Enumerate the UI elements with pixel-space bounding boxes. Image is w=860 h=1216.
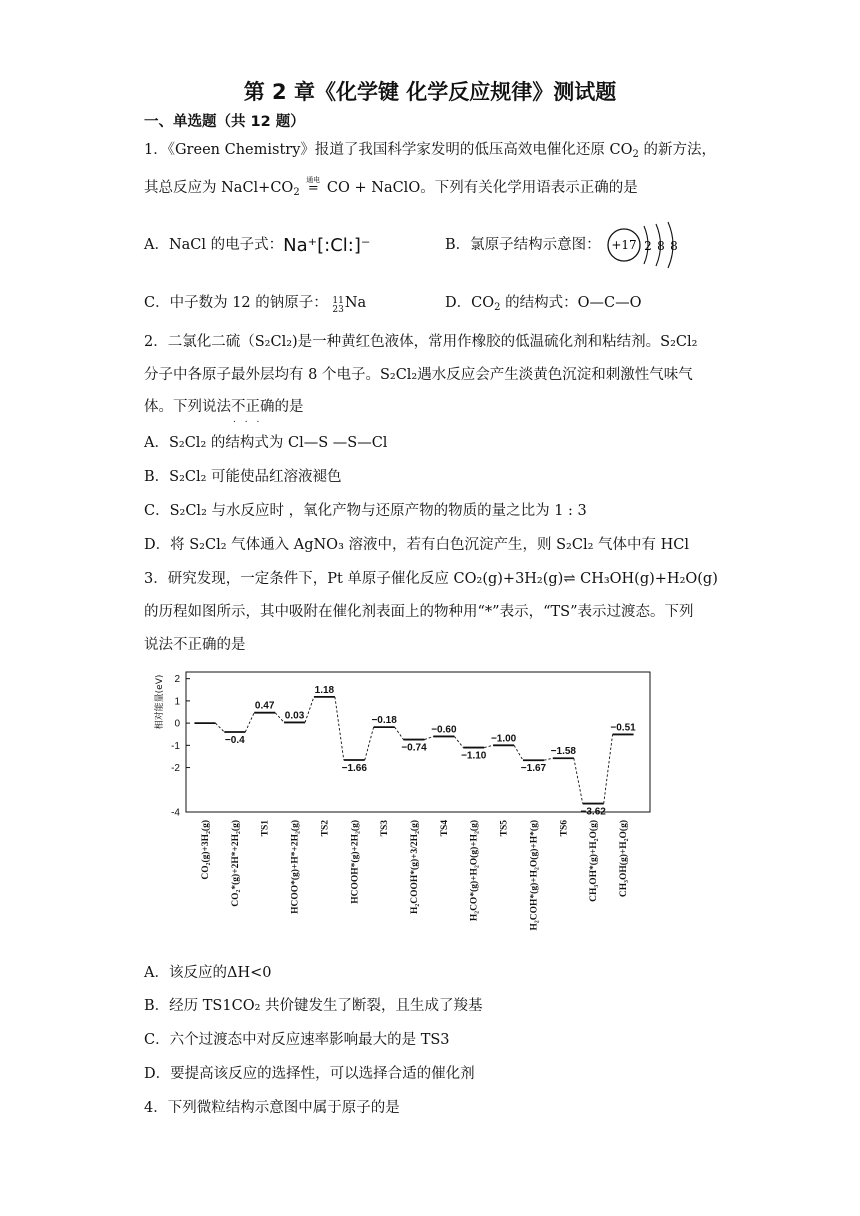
q2-option-c: C．S₂Cl₂ 与水反应时 ，氧化产物与还原产物的物质的量之比为 1 : 3 bbox=[144, 503, 587, 519]
connector-10 bbox=[514, 745, 523, 760]
q3-option-c: C．六个过渡态中对反应速率影响最大的是 TS3 bbox=[144, 1032, 450, 1048]
category-label-13: CH₃OH*(g)+H₂O(g) bbox=[589, 820, 600, 902]
connector-8 bbox=[454, 736, 463, 747]
energy-profile-chart bbox=[140, 664, 660, 954]
category-label-14: CH₃OH(g)+H₂O(g) bbox=[619, 820, 630, 898]
q1-stem-b-sub: 2 bbox=[293, 187, 300, 198]
energy-level-label-14: −0.51 bbox=[610, 722, 636, 734]
category-label-9: H₂CO*(g)+H₂O(g)+H₂(g) bbox=[469, 820, 480, 922]
q3-option-d: D．要提高该反应的选择性，可以选择合适的催化剂 bbox=[144, 1066, 475, 1082]
q1-stem-a: 1．《Green Chemistry》报道了我国科学家发明的低压高效电催化还原 CO bbox=[144, 142, 633, 158]
q1-stem-a-sub: 2 bbox=[632, 149, 639, 160]
q2-option-b: B．S₂Cl₂ 可能使品红溶液褪色 bbox=[144, 469, 342, 485]
q1-stem-b-post: CO + NaClO。下列有关化学用语表示正确的是 bbox=[322, 180, 638, 196]
q1-condition-equals: 通电 = bbox=[304, 178, 322, 199]
energy-level-label-6: −0.18 bbox=[371, 715, 397, 727]
connector-4 bbox=[335, 697, 344, 760]
shell-1-count: 2 bbox=[644, 239, 652, 253]
energy-level-label-10: −1.00 bbox=[490, 733, 517, 745]
energy-level-label-12: −1.58 bbox=[550, 746, 576, 758]
category-label-11: H₂COH*(g)+H₂O(g)+H*(g) bbox=[529, 820, 540, 931]
q2-stem-line3-pre: 体。下列说法 bbox=[144, 399, 231, 415]
q1-stem-line2 bbox=[144, 178, 638, 199]
shell-3-count: 8 bbox=[670, 239, 678, 253]
q3-stem-line3: 说法不正确的是 bbox=[144, 637, 246, 653]
energy-level-label-4: 1.18 bbox=[314, 684, 335, 696]
nacl-electron-formula: Na⁺[:Cl:]⁻ bbox=[283, 235, 371, 256]
category-label-8: TS4 bbox=[439, 820, 450, 837]
energy-level-label-7: −0.74 bbox=[401, 742, 427, 754]
q3-option-a: A．该反应的ΔH<0 bbox=[144, 965, 272, 981]
category-label-0: CO₂(g)+3H₂(g) bbox=[200, 820, 211, 880]
category-label-10: TS5 bbox=[499, 820, 510, 837]
q3-stem-line1: 3．研究发现，一定条件下，Pt 单原子催化反应 CO₂(g)+3H₂(g)⇌ CH₃OH(g)+H₂O(g) bbox=[144, 571, 718, 587]
category-label-7: H₂COOH*(g)+3/2H₂(g) bbox=[410, 820, 420, 914]
q2-stem-line3 bbox=[144, 397, 304, 417]
q1-stem-a-end: 的新方法， bbox=[638, 142, 716, 158]
connector-1 bbox=[245, 713, 254, 732]
q1-option-c bbox=[144, 293, 366, 315]
y-tick-label-3: -1 bbox=[171, 740, 180, 752]
y-axis-label: 相对能量(eV) bbox=[155, 674, 165, 730]
connector-3 bbox=[305, 697, 314, 723]
energy-level-label-5: −1.66 bbox=[341, 763, 367, 774]
q1-condition: 通电 bbox=[306, 176, 321, 184]
energy-level-label-11: −1.67 bbox=[520, 763, 547, 775]
energy-level-label-3: 0.03 bbox=[284, 710, 305, 722]
q1-option-c-label: C．中子数为 12 的钠原子： bbox=[144, 295, 328, 311]
page-title: 第 2 章《化学键 化学反应规律》测试题 bbox=[243, 80, 617, 104]
q2-option-a: A．S₂Cl₂ 的结构式为 Cl—S —S—Cl bbox=[144, 435, 388, 451]
energy-level-label-2: 0.47 bbox=[254, 700, 275, 712]
category-label-6: TS3 bbox=[380, 820, 391, 837]
connector-0 bbox=[215, 723, 224, 732]
connector-7 bbox=[425, 736, 434, 739]
q1-option-a-label: A．NaCl 的电子式： bbox=[144, 237, 284, 253]
connector-5 bbox=[365, 727, 374, 760]
connector-13 bbox=[604, 734, 613, 803]
q1-option-d-pre: D．CO bbox=[445, 295, 495, 311]
q2-stem-line1: 2．二氯化二硫（S₂Cl₂)是一种黄红色液体，常用作橡胶的低温硫化剂和粘结剂。S₂Cl₂ bbox=[144, 334, 698, 350]
q1-option-b bbox=[445, 235, 601, 255]
energy-level-label-13: −3.62 bbox=[580, 806, 606, 818]
q2-emphasis: 不正确 . . . bbox=[231, 399, 275, 415]
connector-2 bbox=[275, 713, 284, 723]
q1-option-d bbox=[445, 293, 641, 313]
energy-level-label-1: −0.4 bbox=[224, 735, 245, 746]
q2-stem-line3-post: 的是 bbox=[274, 399, 304, 415]
energy-level-label-9: −1.10 bbox=[461, 750, 487, 762]
q3-stem-line2: 的历程如图所示，其中吸附在催化剂表面上的物种用“*”表示，“TS”表示过渡态。下列 bbox=[144, 604, 694, 620]
y-tick-label-1: 1 bbox=[174, 696, 180, 708]
nuclide-bottom: 23 bbox=[332, 305, 344, 315]
nuclide-numbers bbox=[332, 297, 343, 315]
connector-6 bbox=[395, 727, 404, 739]
q2-option-d: D．将 S₂Cl₂ 气体通入 AgNO₃ 溶液中，若有白色沉淀产生，则 S₂Cl₂ 气体中有 HCl bbox=[144, 537, 689, 553]
category-label-12: TS6 bbox=[559, 820, 570, 837]
y-tick-label-5: -4 bbox=[171, 807, 180, 819]
category-label-1: CO₂*(g)+2H*+2H₂(g) bbox=[230, 820, 241, 907]
q1-option-a bbox=[144, 235, 370, 256]
chlorine-atom-diagram bbox=[604, 220, 694, 270]
nucleus-charge: +17 bbox=[611, 238, 637, 252]
category-label-4: TS2 bbox=[320, 820, 331, 837]
nuclide-symbol: Na bbox=[344, 295, 367, 311]
q1-stem-b-pre: 其总反应为 NaCl+CO bbox=[144, 180, 294, 196]
shell-2-count: 8 bbox=[657, 239, 665, 253]
energy-level-label-8: −0.60 bbox=[431, 724, 457, 736]
category-label-2: TS1 bbox=[260, 820, 271, 837]
nuclide-top: 11 bbox=[332, 296, 344, 306]
q1-option-d-sub: 2 bbox=[494, 302, 501, 313]
category-label-5: HCOOH*(g)+2H₂(g) bbox=[350, 820, 361, 904]
q4-stem-line1: 4．下列微粒结构示意图中属于原子的是 bbox=[144, 1100, 400, 1116]
connector-12 bbox=[574, 758, 583, 803]
connector-9 bbox=[484, 745, 493, 747]
connector-11 bbox=[544, 758, 553, 760]
q3-option-b: B．经历 TS1CO₂ 共价键发生了断裂，且生成了羧基 bbox=[144, 998, 483, 1014]
q2-stem-line2: 分子中各原子最外层均有 8 个电子。S₂Cl₂遇水反应会产生淡黄色沉淀和刺激性气味气 bbox=[144, 367, 693, 383]
y-tick-label-4: -2 bbox=[171, 763, 180, 775]
q1-option-b-label: B．氯原子结构示意图： bbox=[445, 237, 601, 253]
section-heading: 一、单选题（共 12 题） bbox=[144, 114, 305, 130]
y-tick-label-0: 2 bbox=[174, 674, 180, 686]
y-tick-label-2: 0 bbox=[174, 718, 180, 730]
category-label-3: HCOO*(g)+H*+2H₂(g) bbox=[290, 820, 301, 914]
q1-option-d-post: 的结构式：O—C—O bbox=[500, 295, 642, 311]
q1-stem-line1 bbox=[144, 140, 716, 160]
